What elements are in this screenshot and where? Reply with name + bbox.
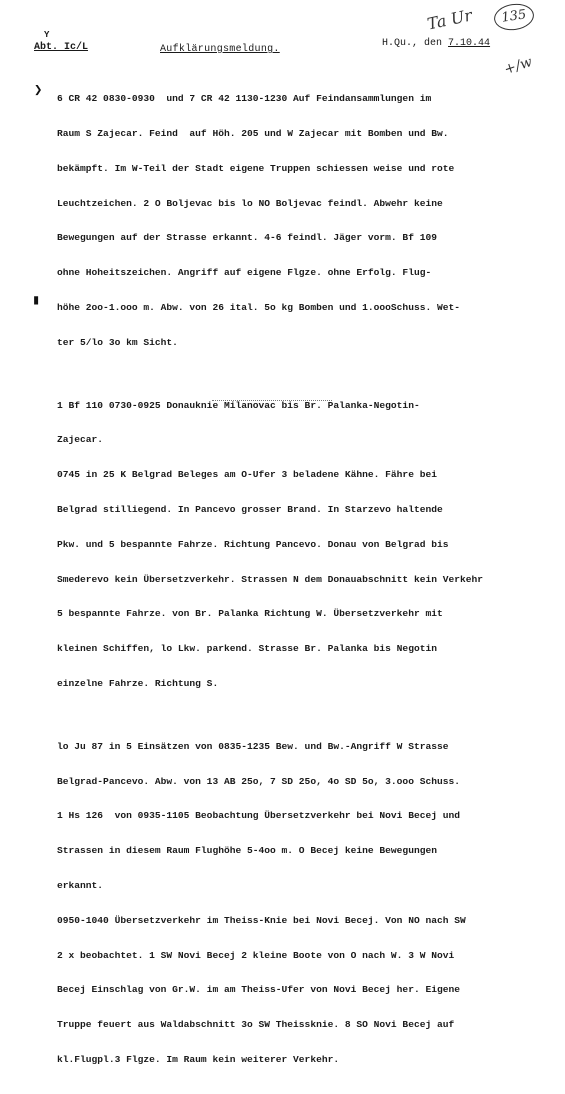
document-title: Aufklärungsmeldung. [160,44,280,55]
handwritten-annotation: Ta Ur [425,5,474,34]
dotted-separator [212,400,332,401]
text-line: Becej Einschlag von Gr.W. im am Theiss-Ufer von Novi Becej her. Eigene [57,984,461,996]
text-line: höhe 2oo-1.ooo m. Abw. von 26 ital. 5o kg Bomben und 1.oooSchuss. Wet- [57,301,461,313]
report-paragraph [57,70,557,371]
hq-date: 7.10.44 [448,38,491,49]
text-line: lo Ju 87 in 5 Einsätzen von 0835-1235 Bew. und Bw.-Angriff W Strasse [57,740,449,752]
text-line: kl.Flugpl.3 Flgze. Im Raum kein weiterer Verkehr. [57,1053,340,1065]
text-line: Belgrad stilliegend. In Pancevo grosser Brand. In Starzevo haltende [57,503,443,515]
department-label: Abt. Ic/L [34,42,89,53]
text-line: Truppe feuert aus Waldabschnitt 3o SW Theissknie. 8 SO Novi Becej auf [57,1019,455,1031]
text-line: Smederevo kein Übersetzverkehr. Strassen N dem Donauabschnitt kein Verkehr [57,573,484,585]
report-paragraph [57,376,557,712]
margin-mark: ❯ [34,83,43,99]
report-body [57,70,557,1094]
hq-label: H.Qu., den [382,38,443,49]
text-line: kleinen Schiffen, lo Lkw. parkend. Strasse Br. Palanka bis Negotin [57,643,437,655]
text-line: bekämpft. Im W-Teil der Stadt eigene Truppen schiessen weise und rote [57,162,455,174]
text-line: Pkw. und 5 bespannte Fahrze. Richtung Pancevo. Donau von Belgrad bis [57,538,449,550]
text-line: Belgrad-Pancevo. Abw. von 13 AB 25o, 7 SD 25o, 4o SD 5o, 3.ooo Schuss. [57,775,461,787]
handwritten-signature-mark: +/w [502,53,535,79]
text-line: Zajecar. [57,434,104,446]
hq-date-line [382,38,490,49]
handwritten-circled-number: 135 [492,1,535,32]
text-line: ter 5/lo 3o km Sicht. [57,336,178,348]
margin-mark: ▮ [32,293,41,309]
text-line: Raum S Zajecar. Feind auf Höh. 205 und W Zajecar mit Bomben und Bw. [57,127,449,139]
text-line: 0950-1040 Übersetzverkehr im Theiss-Knie bei Novi Becej. Von NO nach SW [57,914,466,926]
dept-mark: Y [44,30,50,40]
text-line: Bewegungen auf der Strasse erkannt. 4-6 feindl. Jäger vorm. Bf 109 [57,232,437,244]
text-line: Strassen in diesem Raum Flughöhe 5-4oo m. O Becej keine Bewegungen [57,845,437,857]
text-line: 5 bespannte Fahrze. von Br. Palanka Richtung W. Übersetzverkehr mit [57,608,443,620]
report-paragraph [57,718,557,1089]
text-line: 0745 in 25 K Belgrad Beleges am O-Ufer 3 beladene Kähne. Fähre bei [57,469,437,481]
text-line: einzelne Fahrze. Richtung S. [57,677,219,689]
text-line: 1 Bf 110 0730-0925 Donauknie Milanovac bis Br. Palanka-Negotin- [57,399,420,411]
text-line: 6 CR 42 0830-0930 und 7 CR 42 1130-1230 Auf Feindansammlungen im [57,93,432,105]
text-line: erkannt. [57,879,104,891]
text-line: Leuchtzeichen. 2 O Boljevac bis lo NO Boljevac feindl. Abwehr keine [57,197,443,209]
text-line: 2 x beobachtet. 1 SW Novi Becej 2 kleine Boote von O nach W. 3 W Novi [57,949,455,961]
text-line: ohne Hoheitszeichen. Angriff auf eigene Flgze. ohne Erfolg. Flug- [57,267,432,279]
text-line: 1 Hs 126 von 0935-1105 Beobachtung Übersetzverkehr bei Novi Becej und [57,810,461,822]
